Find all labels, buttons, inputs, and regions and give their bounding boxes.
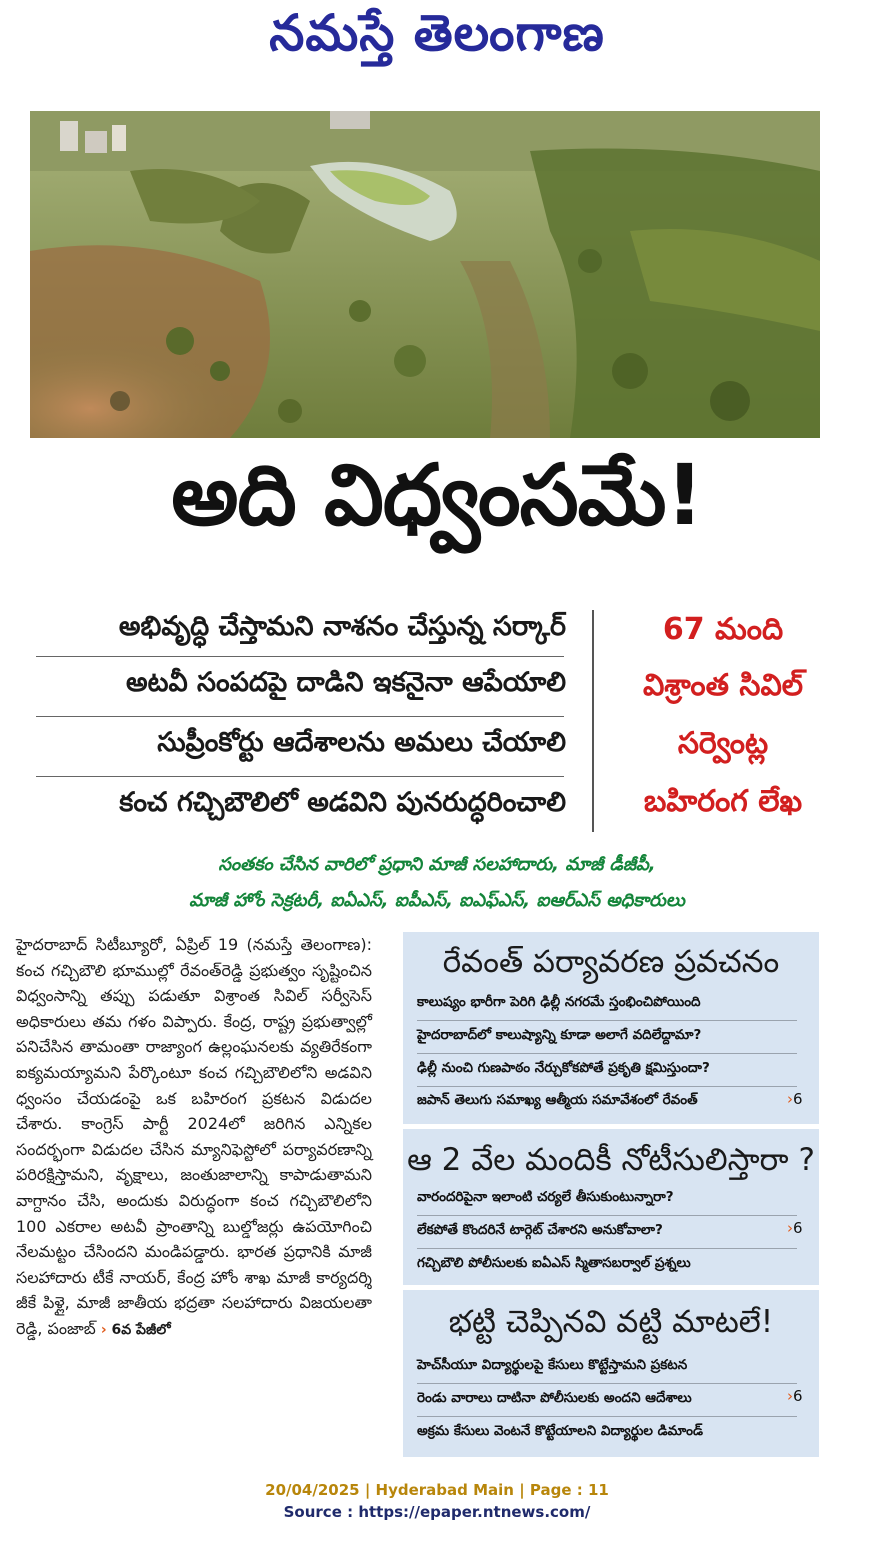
green-kicker-1: సంతకం చేసిన వారిలో ప్రధాని మాజీ సలహాదారు, మాజీ డీజీపీ, [218, 854, 656, 875]
page-ref[interactable] [787, 1387, 803, 1405]
aerial-photo [30, 111, 820, 438]
section-gap [403, 1124, 819, 1129]
divider [417, 1383, 797, 1384]
sidebar-item: గచ్చిబౌలి పోలీసులకు ఐఏఎస్ స్మితాసబర్వాల్ ప్రశ్నలు [417, 1255, 691, 1271]
subhead-2: అటవీ సంపదపై దాడిని ఇకనైనా ఆపేయాలి [126, 667, 566, 698]
chevron-right-icon: › [787, 1090, 793, 1108]
sidebar-item: జపాన్ తెలుగు సమాఖ్య ఆత్మీయ సమావేశంలో రేవంత్ [417, 1092, 698, 1108]
article-body [16, 932, 372, 1344]
sidebar-item: హెచ్‌సీయూ విద్యార్థులపై కేసులు కొట్టేస్తామని ప్రకటన [417, 1357, 688, 1373]
divider [417, 1053, 797, 1054]
page-ref[interactable] [787, 1219, 803, 1237]
sidebar-item: హైదరాబాద్‌లో కాలుష్యాన్ని కూడా అలాగే వదిలేద్దామా? [417, 1027, 702, 1043]
subhead-3: సుప్రీంకోర్టు ఆదేశాలను అమలు చేయాలి [157, 727, 566, 758]
sidebar-item: అక్రమ కేసులు వెంటనే కొట్టేయాలని విద్యార్థుల డిమాండ్ [417, 1423, 703, 1439]
divider [36, 656, 564, 657]
footer-date-edition: 20/04/2025 | Hyderabad Main | Page : 11 [265, 1481, 609, 1499]
sidebar-item: ఢిల్లీ నుంచి గుణపాఠం నేర్చుకోకపోతే ప్రకృతి క్షమిస్తుందా? [417, 1060, 710, 1076]
section-gap [403, 1285, 819, 1290]
divider [417, 1020, 797, 1021]
footer-source[interactable]: Source : https://epaper.ntnews.com/ [283, 1503, 591, 1521]
divider [36, 716, 564, 717]
page-ref-number: 6 [793, 1219, 803, 1237]
sidebar-section-3-title: భట్టి చెప్పినవి వట్టి మాటలే! [448, 1304, 774, 1340]
page-ref-number: 6 [793, 1090, 803, 1108]
sidebar-box [403, 932, 819, 1457]
divider [36, 776, 564, 777]
sidebar-item: వారందరిపైనా ఇలాంటి చర్యలే తీసుకుంటున్నారా? [417, 1189, 674, 1205]
red-box-line-4: బహిరంగ లేఖ [643, 784, 803, 819]
subhead-4: కంచ గచ్చిబౌలిలో అడవిని పునరుద్ధరించాలి [119, 787, 566, 818]
page-ref-number: 6 [793, 1387, 803, 1405]
headline: అది విధ్వంసమే! [171, 446, 703, 544]
divider [417, 1215, 797, 1216]
forest-photo-illustration [30, 111, 820, 438]
sidebar-section-2-title: ఆ 2 వేల మందికీ నోటీసులిస్తారా ? [407, 1142, 815, 1178]
page-ref[interactable] [787, 1090, 803, 1108]
masthead-logo: నమస్తే తెలంగాణ [269, 4, 605, 62]
red-box-line-1: 67 మంది [662, 612, 784, 647]
chevron-right-icon: › [100, 1321, 107, 1338]
divider [417, 1416, 797, 1417]
red-box-line-3: సర్వెంట్ల [677, 726, 769, 761]
green-kicker-2: మాజీ హోం సెక్రటరీ, ఐఏఎస్, ఐపీఎస్, ఐఎఫ్ఎస్, ఐఆర్ఎస్ అధికారులు [189, 890, 685, 911]
chevron-right-icon: › [787, 1387, 793, 1405]
divider [417, 1248, 797, 1249]
continued-label: 6వ పేజీలో [111, 1321, 171, 1338]
sidebar-item: లేకపోతే కొందరినే టార్గెట్ చేశారని అనుకోవాలా? [417, 1222, 663, 1238]
red-box-line-2: విశ్రాంత సివిల్ [642, 668, 804, 703]
subhead-1: అభివృద్ధి చేస్తామని నాశనం చేస్తున్న సర్కార్ [118, 611, 566, 642]
sidebar-item: కాలుష్యం భారీగా పెరిగి ఢిల్లీ నగరమే స్తంభించిపోయింది [417, 994, 701, 1010]
vertical-divider [592, 610, 594, 832]
continued-reference[interactable] [101, 1322, 171, 1338]
divider [417, 1086, 797, 1087]
chevron-right-icon: › [787, 1219, 793, 1237]
sidebar-item: రెండు వారాలు దాటినా పోలీసులకు అందని ఆదేశాలు [417, 1390, 692, 1406]
sidebar-section-1-title: రేవంత్ పర్యావరణ ప్రవచనం [442, 944, 780, 980]
article-body-text: హైదరాబాద్ సిటీబ్యూరో, ఏప్రిల్ 19 (నమస్తే తెలంగాణ): కంచ గచ్చిబౌలి భూముల్లో రేవంత్‌రెడ్డి ప్రభుత్వం సృష్టించిన విధ్వంసాన్ని తప్పు పడుతూ విశ్రాంత సివిల్ సర్వీసెస్ అధికారులు తమ గళం విప్పారు. కేంద్ర, రాష్ట్ర ప్రభుత్వాల్లో పనిచేసిన తామంతా రాజ్యాంగ ఉల్లంఘనలకు వ్యతిరేకంగా ఐక్యమయ్యామని పేర్కొంటూ కంచ గచ్చిబౌలిలోని అడవిని ధ్వంసం చేయడంపై ఒక బహిరంగ ప్రకటన విడుదల చేశారు. కాంగ్రెస్ పార్టీ 2024లో జరిగిన ఎన్నికల సందర్భంగా విడుదల చేసిన మ్యానిఫెస్టోలో పర్యావరణాన్ని పరిరక్షిస్తామని, వృక్షాలు, జంతుజాలాన్ని కాపాడుతామని వాగ్దానం చేసి, అందుకు విరుద్ధంగా కంచ గచ్చిబౌలిలోని 100 ఎకరాల అటవీ ప్రాంతాన్ని బుల్డోజర్లు ఉపయోగించి నేలమట్టం చేసిందని మండిపడ్డారు. భారత ప్రధానికి మాజీ సలహాదారు టీకే నాయర్, కేంద్ర హోం శాఖ మాజీ కార్యదర్శి జీకే పిళ్లై, మాజీ జాతీయ భద్రతా సలహాదారు విజయలతా రెడ్డి, పంజాబ్ [16, 935, 372, 1338]
